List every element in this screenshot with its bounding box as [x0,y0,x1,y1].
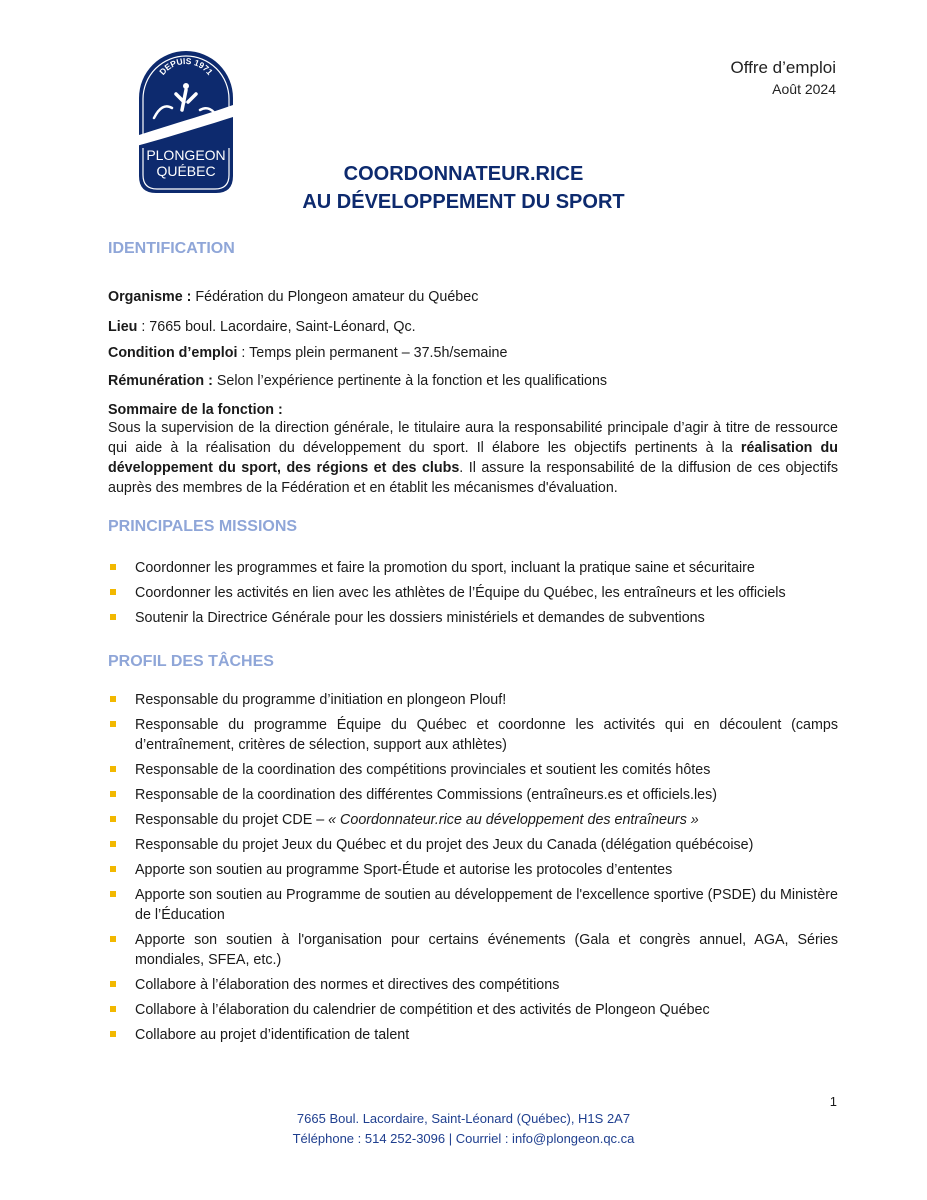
list-item: Responsable de la coordination des différentes Commissions (entraîneurs.es et officiels.les) [108,785,838,805]
page-number: 1 [829,1094,837,1109]
bullet-square-icon [110,981,116,987]
list-item: Apporte son soutien au programme Sport-Étude et autorise les protocoles d’ententes [108,860,838,880]
bullet-square-icon [110,589,116,595]
condition-label: Condition d’emploi [108,345,238,361]
sommaire-part2: . Il assure la responsabilité de la diffusion de ces objectifs auprès des membres de la Fédération et en établit les mécanismes d'évaluation. [108,460,838,496]
bullet-square-icon [110,791,116,797]
bullet-square-icon [110,1006,116,1012]
job-title [0,160,927,216]
bullet-square-icon [110,564,116,570]
missions-list [108,558,838,628]
doc-date: Août 2024 [772,81,836,97]
remuneration-line [108,373,607,389]
title-line-2: AU DÉVELOPPEMENT DU SPORT [302,191,625,213]
bullet-square-icon [110,766,116,772]
bullet-square-icon [110,866,116,872]
footer [0,1109,927,1149]
lieu-value: : 7665 boul. Lacordaire, Saint-Léonard, Qc. [137,319,416,335]
logo-name-line2: QUÉBEC [156,163,216,179]
taches-list [108,690,838,1045]
list-item: Responsable du programme Équipe du Québec et coordonne les activités qui en découlent (camps d’entraînement, critères de sélection, support aux athlètes) [108,715,838,755]
footer-address: 7665 Boul. Lacordaire, Saint-Léonard (Québec), H1S 2A7 [296,1111,631,1126]
bullet-square-icon [110,936,116,942]
footer-contact: Téléphone : 514 252-3096 | Courriel : info@plongeon.qc.ca [292,1131,635,1146]
organisme-label: Organisme : [108,289,192,305]
bullet-square-icon [110,1031,116,1037]
lieu-line [108,319,416,335]
list-item: Soutenir la Directrice Générale pour les dossiers ministériels et demandes de subventions [108,608,838,628]
remuneration-label: Rémunération : [108,373,213,389]
list-item: Collabore à l’élaboration du calendrier de compétition et des activités de Plongeon Québec [108,1000,838,1020]
bullet-square-icon [110,614,116,620]
sommaire-bold: réalisation du développement du sport, des régions et des clubs [108,440,838,476]
list-item: Coordonner les activités en lien avec les athlètes de l’Équipe du Québec, les entraîneurs et les officiels [108,583,838,603]
offer-header [730,58,836,97]
missions-heading: PRINCIPALES MISSIONS [108,518,298,535]
list-item: Responsable du programme d’initiation en plongeon Plouf! [108,690,838,710]
bullet-square-icon [110,721,116,727]
list-item: Responsable du projet CDE – « Coordonnateur.rice au développement des entraîneurs » [108,810,838,830]
list-item: Apporte son soutien au Programme de soutien au développement de l'excellence sportive (PSDE) du Ministère de l’Éducation [108,885,838,925]
organisme-value: Fédération du Plongeon amateur du Québec [191,289,479,305]
cde-italic: « Coordonnateur.rice au développement des entraîneurs » [328,812,699,828]
sommaire-label: Sommaire de la fonction : [108,402,283,418]
sommaire-part1: Sous la supervision de la direction générale, le titulaire aura la responsabilité principale d’agir à titre de ressource qui aide à la réalisation du développement du sport. Il élabore les objectifs pertinents à la [108,420,838,456]
condition-line [108,345,507,361]
bullet-square-icon [110,816,116,822]
title-line-1: COORDONNATEUR.RICE [343,163,584,185]
sommaire-paragraph [108,418,838,498]
lieu-label: Lieu [108,319,138,335]
logo-name-line1: PLONGEON [146,147,226,163]
remuneration-value: Selon l’expérience pertinente à la fonction et les qualifications [212,373,608,389]
list-item: Apporte son soutien à l'organisation pour certains événements (Gala et congrès annuel, AGA, Séries mondiales, SFEA, etc.) [108,930,838,970]
list-item: Responsable de la coordination des compétitions provinciales et soutient les comités hôtes [108,760,838,780]
list-item: Collabore au projet d’identification de talent [108,1025,838,1045]
sommaire-label-line [108,402,283,418]
bullet-square-icon [110,696,116,702]
bullet-square-icon [110,841,116,847]
list-item: Responsable du projet Jeux du Québec et du projet des Jeux du Canada (délégation québécoise) [108,835,838,855]
organisme-line [108,289,478,305]
condition-value: : Temps plein permanent – 37.5h/semaine [237,345,508,361]
list-item: Collabore à l’élaboration des normes et directives des compétitions [108,975,838,995]
list-item: Coordonner les programmes et faire la promotion du sport, incluant la pratique saine et sécuritaire [108,558,838,578]
doc-type: Offre d’emploi [730,58,836,77]
identification-heading: IDENTIFICATION [108,240,235,257]
bullet-square-icon [110,891,116,897]
logo-top-text: DEPUIS 1971 [157,55,215,77]
taches-heading: PROFIL DES TÂCHES [108,653,274,670]
